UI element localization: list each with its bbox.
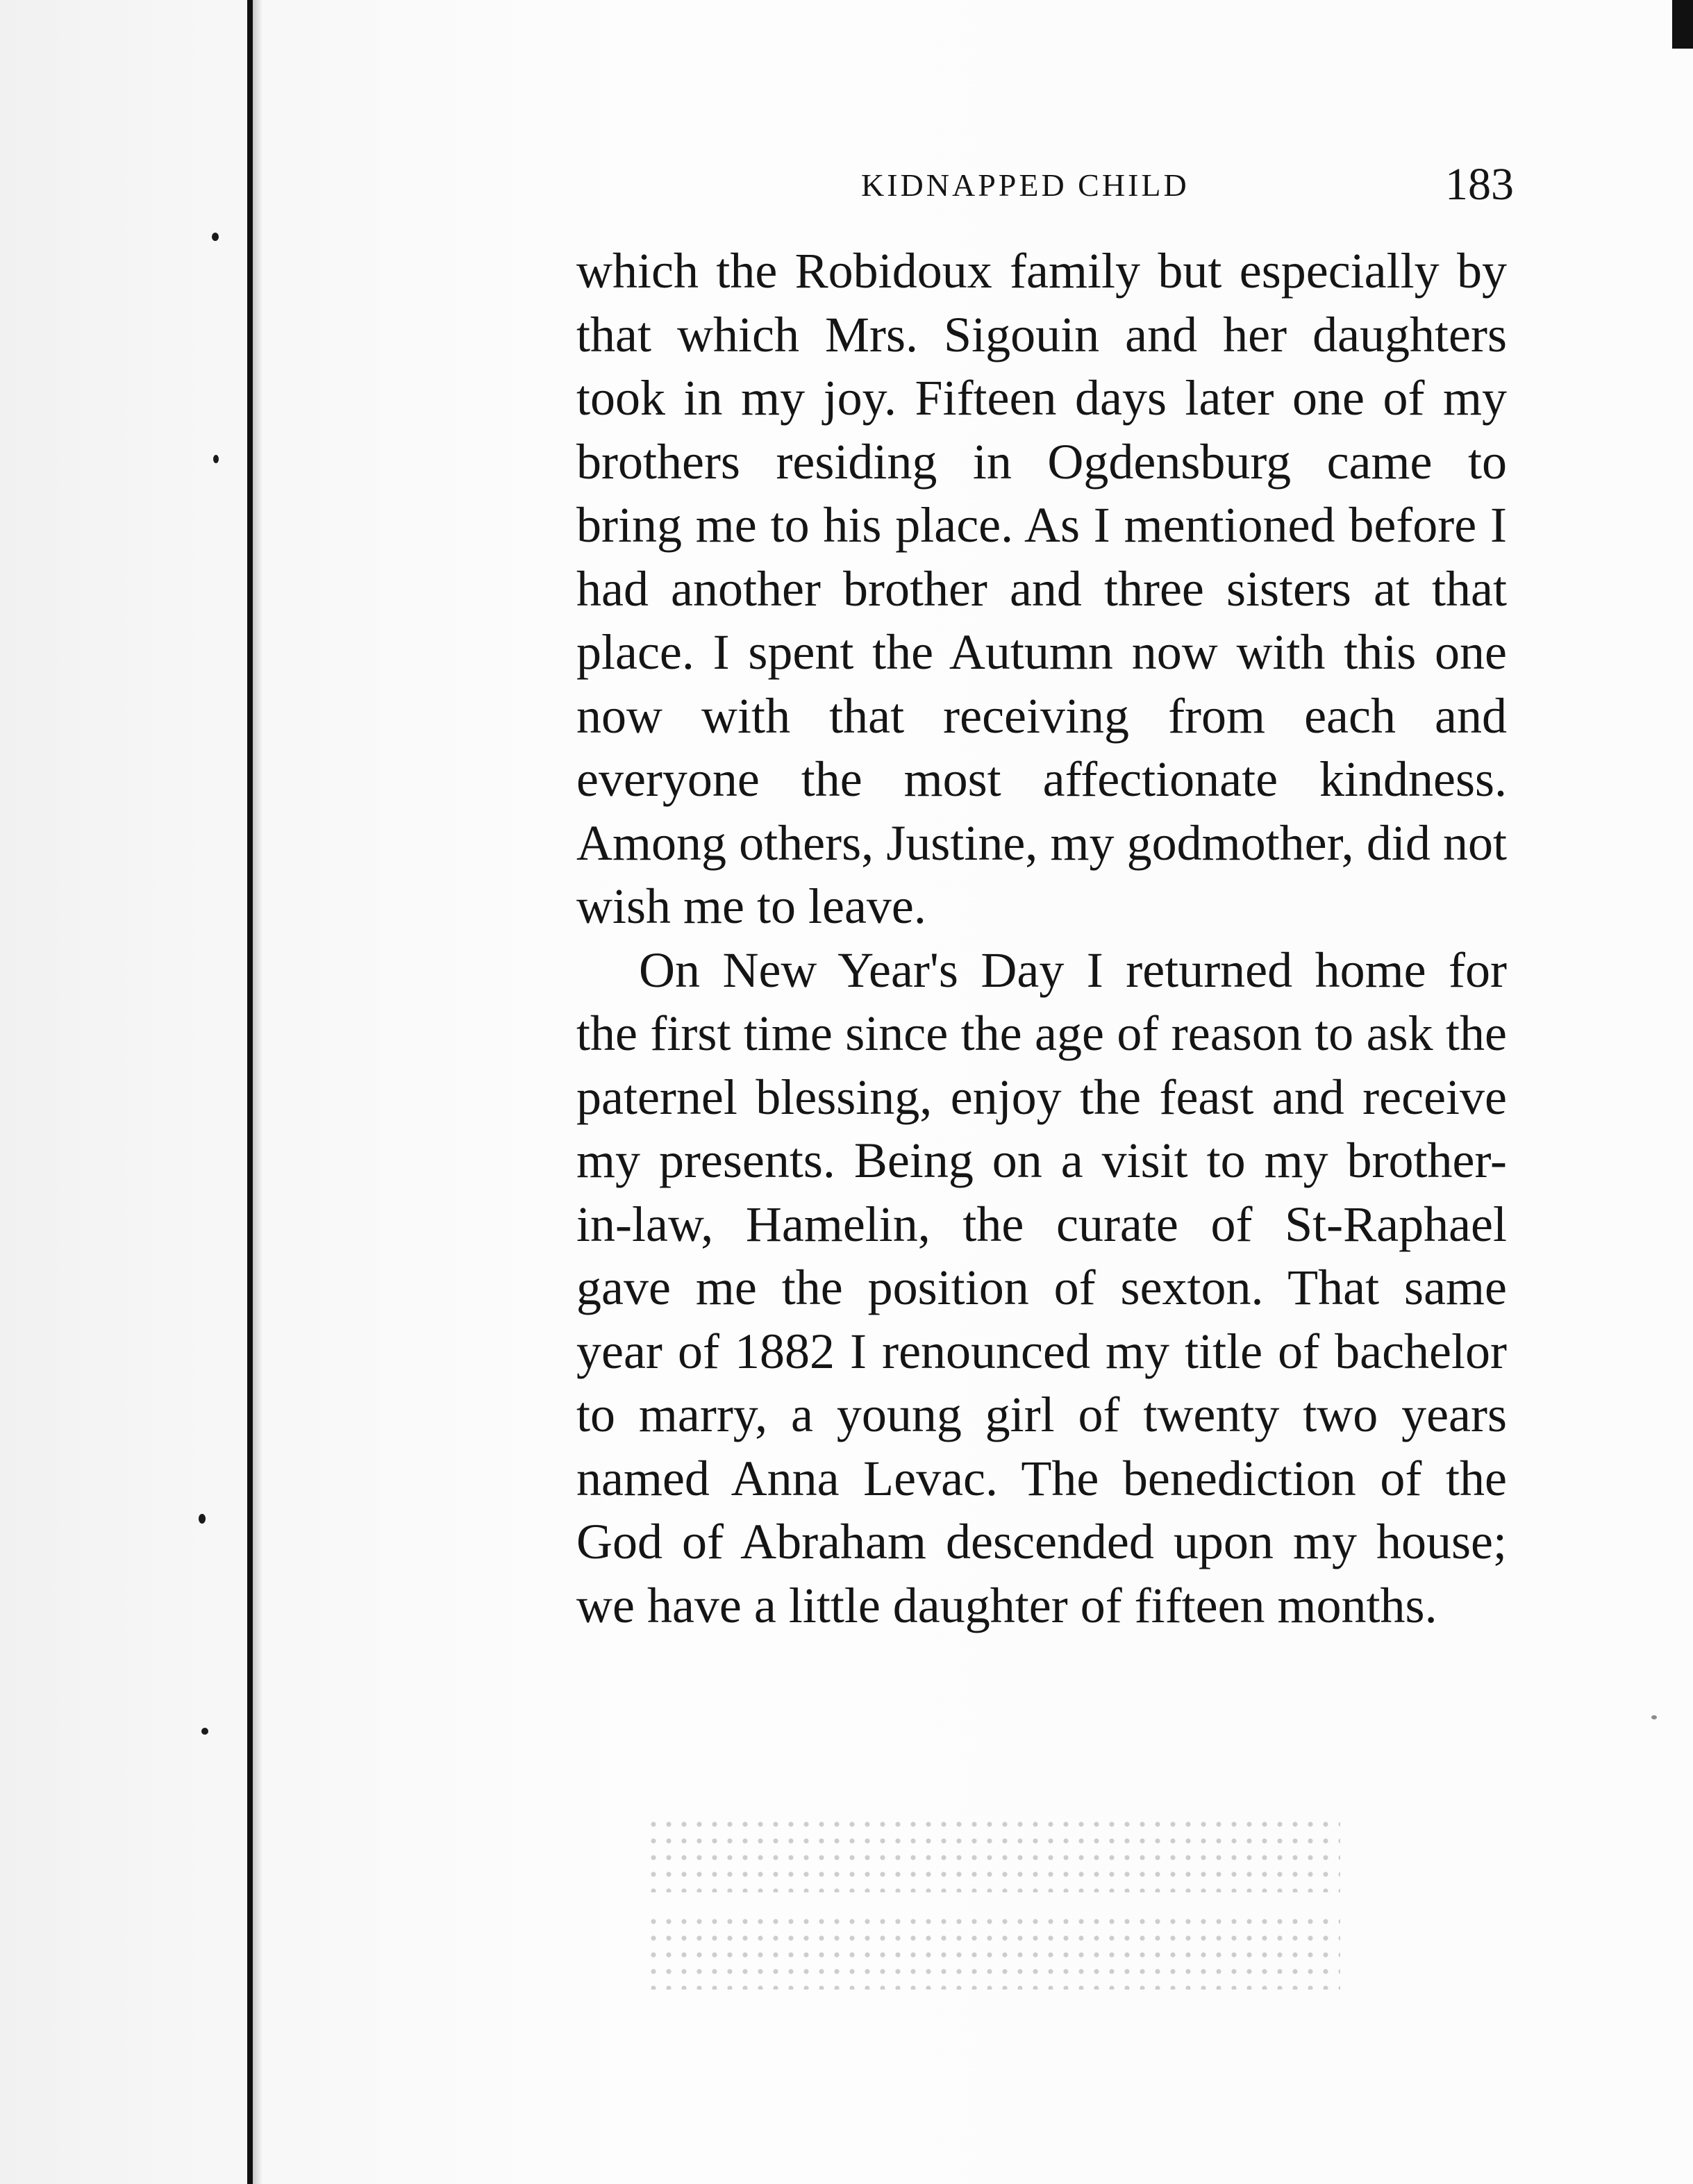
perforation-row — [646, 1913, 1340, 1990]
page-number: 183 — [1445, 159, 1514, 210]
paragraph-2: On New Year's Day I returned home for the first time since the age of reason to ask the paternel blessing, enjoy the feast and receive my presents. Being on a visit to my brother-in-law, Hamelin, the curate of St-Raphael gave me the position of sexton. That same year of 1882 I renounced my title of bachelor to marry, a young girl of twenty two years named Anna Levac. The benediction of the God of Abraham descended upon my house; we have a little daughter of fifteen months. — [576, 942, 1507, 1633]
margin-speck — [213, 455, 219, 463]
perforated-stamp — [646, 1802, 1340, 2010]
perforation-row — [646, 1816, 1340, 1892]
paragraph-1: which the Robidoux family but especially by that which Mrs. Sigouin and her daughters took in my joy. Fifteen days later one of my brothers residing in Ogdensburg came to bring me to his place. As I mentioned before I had another brother and three sisters at that place. I spent the Autumn now with this one now with that receiving from each and everyone the most affectionate kindness. Among others, Justine, my godmother, did not wish me to leave. — [576, 243, 1507, 934]
running-head: KIDNAPPED CHILD — [861, 167, 1190, 203]
body-text — [576, 240, 1507, 1637]
margin-speck — [201, 1728, 208, 1735]
page-header — [861, 158, 1514, 214]
margin-speck — [212, 233, 219, 241]
book-spine-edge — [247, 0, 253, 2184]
margin-speck — [199, 1514, 206, 1524]
scan-edge-mark — [1672, 0, 1693, 49]
spine-shadow — [253, 0, 262, 2184]
margin-speck — [1651, 1715, 1657, 1719]
